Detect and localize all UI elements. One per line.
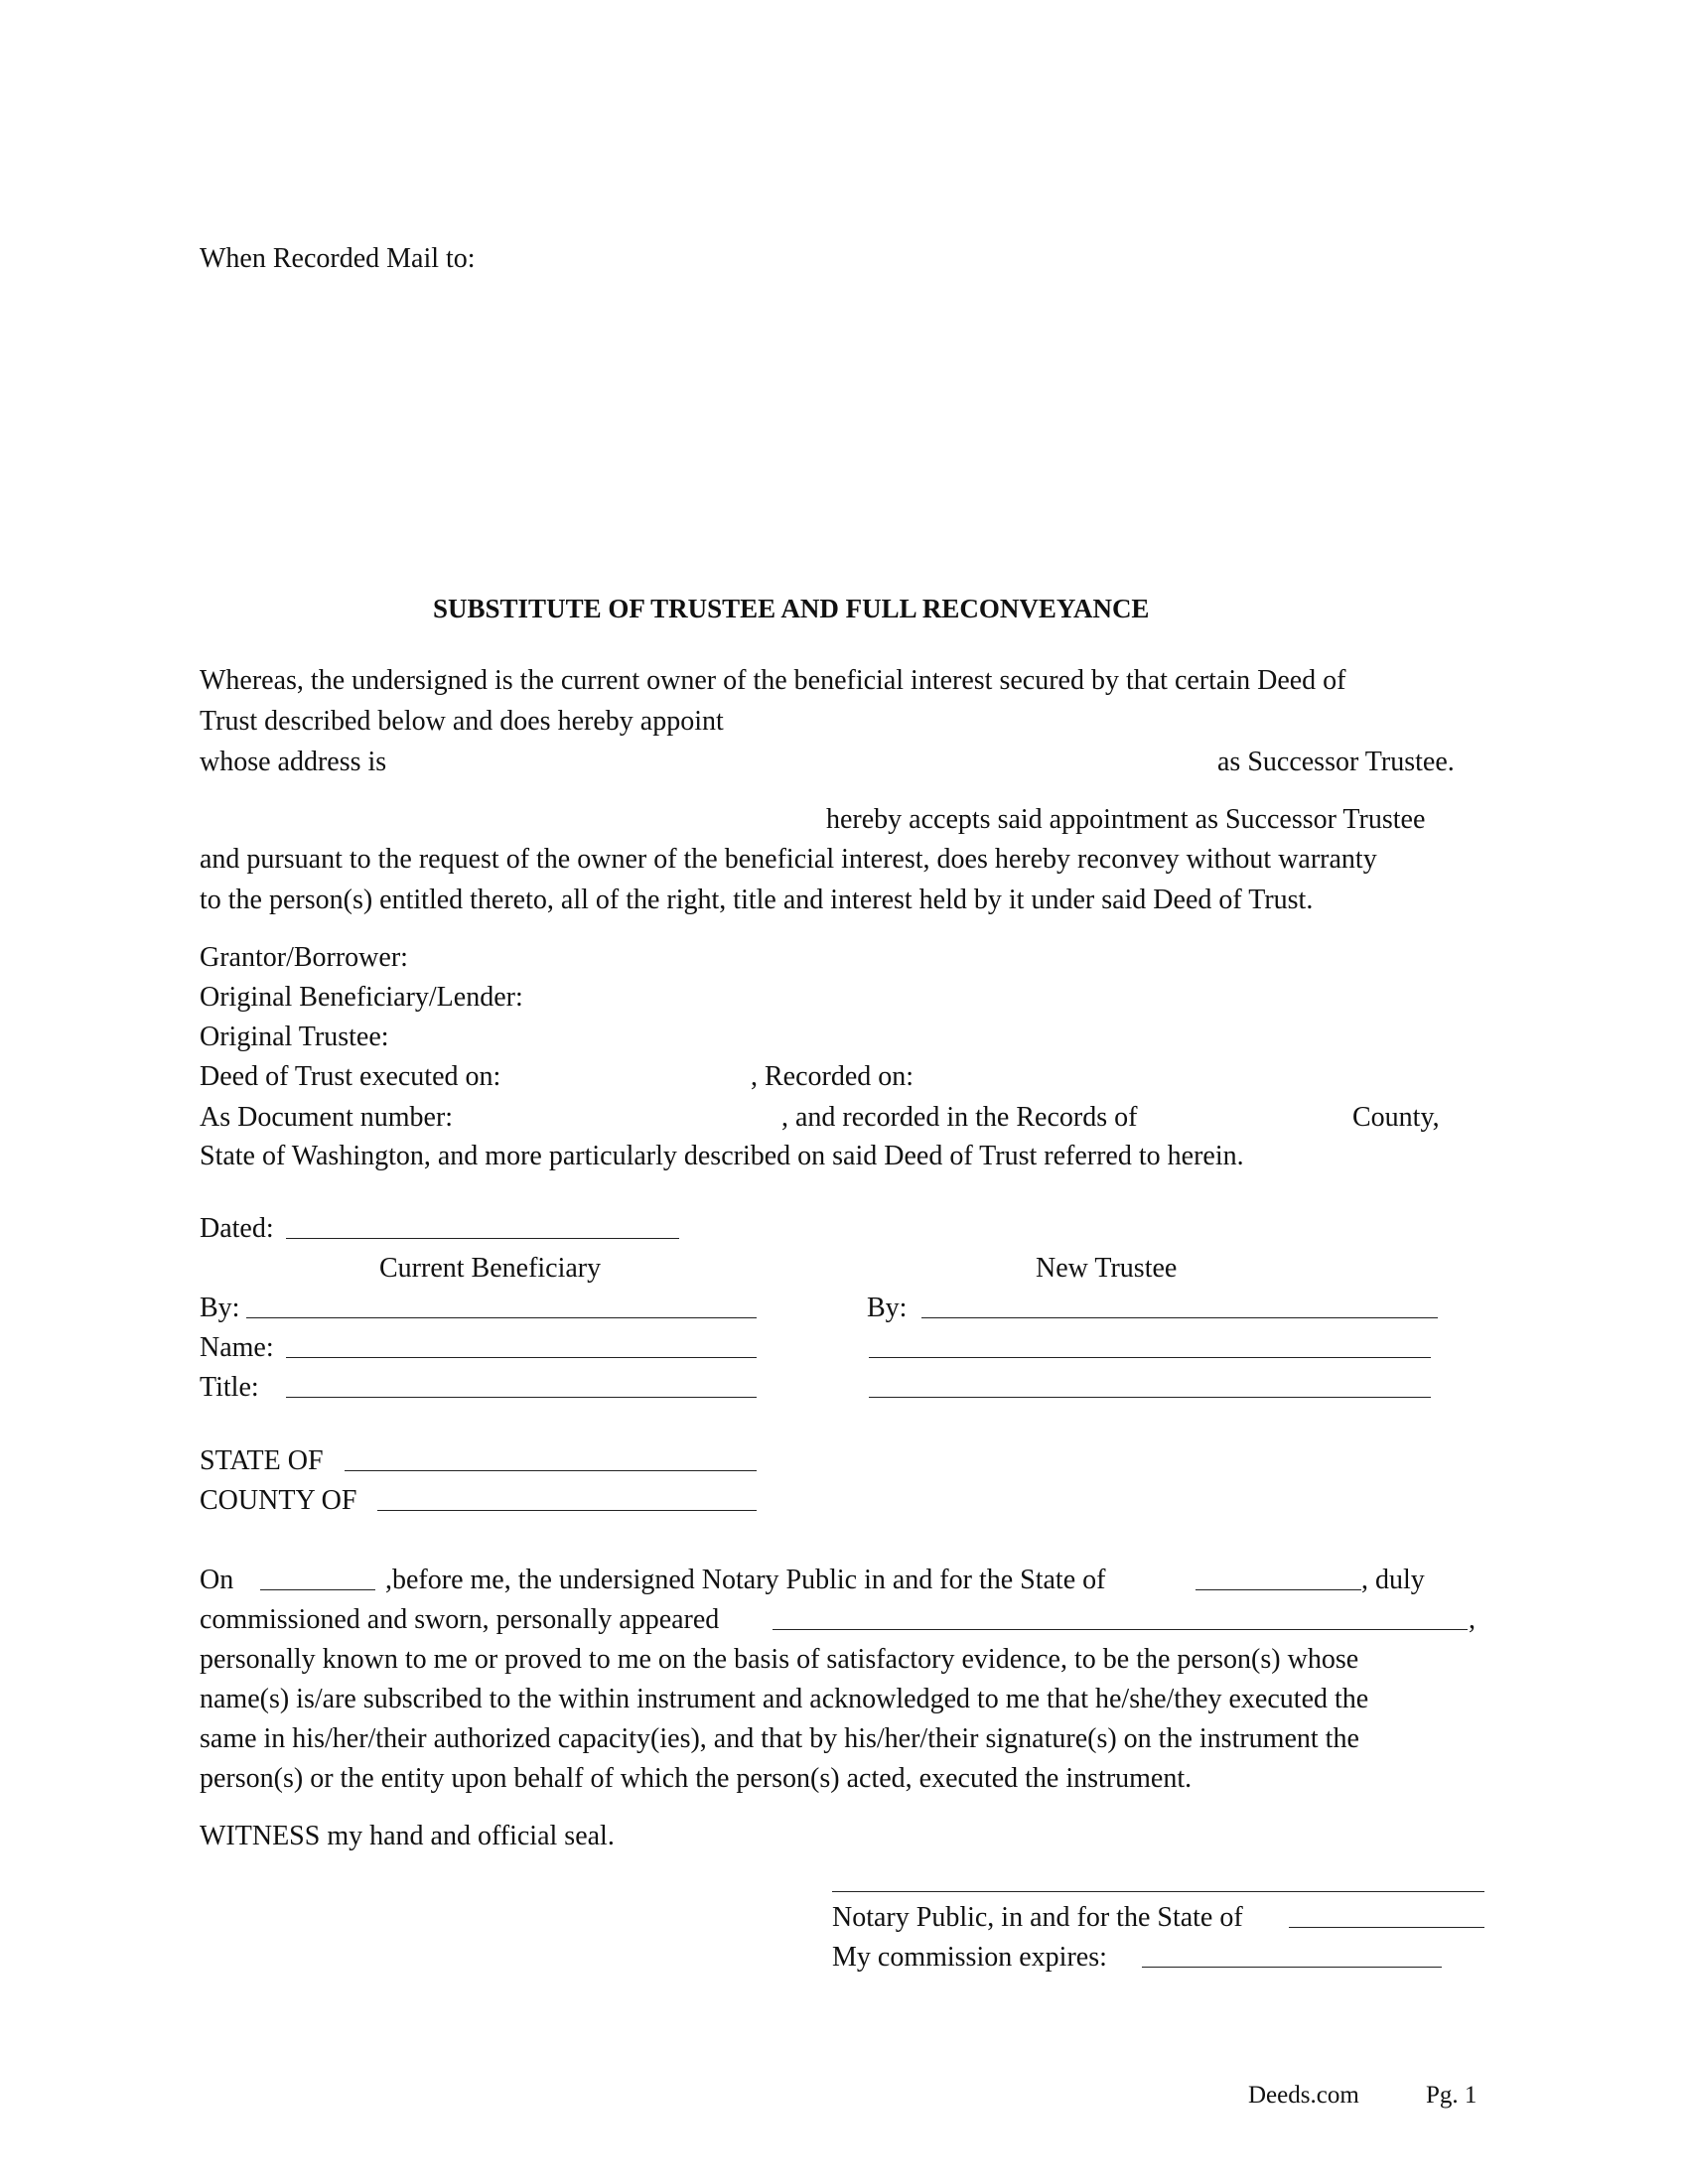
county-label: County,	[1352, 1102, 1440, 1133]
document-number-label: As Document number:	[200, 1102, 454, 1133]
current-beneficiary-heading: Current Beneficiary	[379, 1253, 602, 1284]
original-beneficiary-label: Original Beneficiary/Lender:	[200, 982, 523, 1013]
accepts-appointment-line: hereby accepts said appointment as Successor Trustee	[826, 804, 1426, 835]
beneficiary-title-label: Title:	[200, 1372, 259, 1403]
appointment-line-2: Trust described below and does hereby appoint	[200, 706, 724, 737]
footer-site-name: Deeds.com	[1248, 2082, 1359, 2109]
dated-label: Dated:	[200, 1213, 274, 1244]
footer-page-number: Pg. 1	[1426, 2082, 1477, 2109]
recorded-on-label: , Recorded on:	[751, 1061, 914, 1092]
notary-on-label: On	[200, 1565, 234, 1595]
county-of-line[interactable]	[377, 1510, 757, 1511]
reconvey-line-1: and pursuant to the request of the owner of the beneficial interest, does hereby reconvey without warranty	[200, 844, 1377, 875]
notary-line-3: personally known to me or proved to me on the basis of satisfactory evidence, to be the person(s) whose	[200, 1644, 1359, 1675]
county-of-label: COUNTY OF	[200, 1485, 357, 1516]
document-title: SUBSTITUTE OF TRUSTEE AND FULL RECONVEYANCE	[433, 594, 1150, 623]
trustee-name-line[interactable]	[869, 1357, 1431, 1358]
deed-executed-label: Deed of Trust executed on:	[200, 1061, 501, 1092]
notary-before-me-text: ,before me, the undersigned Notary Public in and for the State of	[385, 1565, 1106, 1595]
trustee-by-line[interactable]	[921, 1317, 1438, 1318]
notary-date-line[interactable]	[260, 1589, 375, 1590]
notary-appeared-line[interactable]	[773, 1629, 1468, 1630]
notary-line-4: name(s) is/are subscribed to the within instrument and acknowledged to me that he/she/they executed the	[200, 1684, 1369, 1714]
notary-signature-line[interactable]	[832, 1891, 1484, 1892]
beneficiary-name-label: Name:	[200, 1332, 274, 1363]
notary-comma: ,	[1469, 1604, 1476, 1635]
notary-duly-text: , duly	[1361, 1565, 1425, 1595]
state-of-label: STATE OF	[200, 1445, 324, 1476]
commission-expires-label: My commission expires:	[832, 1942, 1107, 1973]
notary-line-6: person(s) or the entity upon behalf of which the person(s) acted, executed the instrument.	[200, 1763, 1193, 1794]
witness-text: WITNESS my hand and official seal.	[200, 1821, 615, 1851]
beneficiary-name-line[interactable]	[286, 1357, 757, 1358]
commission-expires-line[interactable]	[1142, 1967, 1442, 1968]
whose-address-label: whose address is	[200, 747, 387, 777]
state-of-line[interactable]	[345, 1470, 757, 1471]
original-trustee-label: Original Trustee:	[200, 1022, 389, 1052]
successor-trustee-label: as Successor Trustee.	[1217, 747, 1455, 777]
notary-commissioned-text: commissioned and sworn, personally appeared	[200, 1604, 720, 1635]
notary-state-line[interactable]	[1196, 1589, 1361, 1590]
recorded-in-records-label: , and recorded in the Records of	[781, 1102, 1138, 1133]
dated-line[interactable]	[286, 1238, 679, 1239]
beneficiary-title-line[interactable]	[286, 1397, 757, 1398]
mail-to-label: When Recorded Mail to:	[200, 243, 476, 274]
notary-line-5: same in his/her/their authorized capacity(ies), and that by his/her/their signature(s) on the instrument the	[200, 1723, 1359, 1754]
beneficiary-by-label: By:	[200, 1293, 240, 1323]
new-trustee-heading: New Trustee	[1036, 1253, 1178, 1284]
beneficiary-by-line[interactable]	[246, 1317, 757, 1318]
trustee-by-label: By:	[867, 1293, 908, 1323]
appointment-line-1: Whereas, the undersigned is the current owner of the beneficial interest secured by that certain Deed of	[200, 665, 1346, 696]
grantor-label: Grantor/Borrower:	[200, 942, 408, 973]
trustee-title-line[interactable]	[869, 1397, 1431, 1398]
notary-public-state-line[interactable]	[1289, 1927, 1484, 1928]
state-of-washington-line: State of Washington, and more particularly described on said Deed of Trust referred to herein.	[200, 1141, 1244, 1171]
notary-public-label: Notary Public, in and for the State of	[832, 1902, 1243, 1933]
reconvey-line-2: to the person(s) entitled thereto, all of the right, title and interest held by it under said Deed of Trust.	[200, 885, 1314, 915]
